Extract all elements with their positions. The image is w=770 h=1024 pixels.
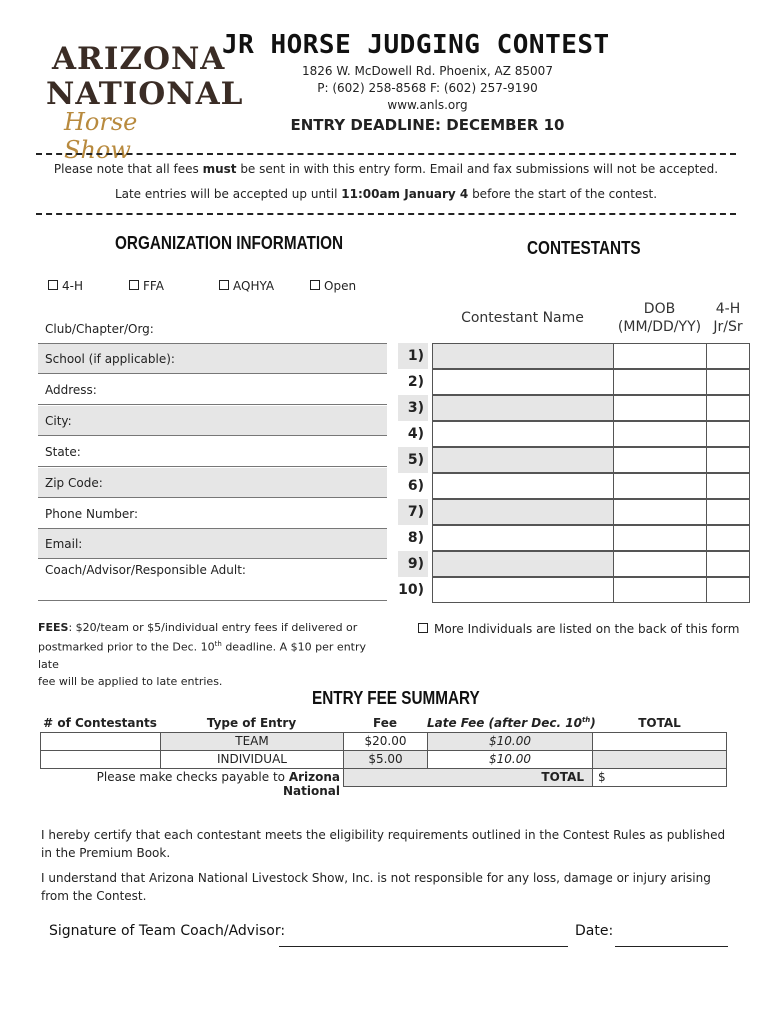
contestant-name-input[interactable] [432, 395, 614, 421]
fee-summary-heading: ENTRY FEE SUMMARY [312, 688, 480, 708]
col-late-fee: Late Fee (after Dec. 10th) [427, 716, 596, 730]
contestant-name-input[interactable] [432, 499, 614, 525]
contestant-dob-input[interactable] [613, 577, 707, 603]
contestant-dob-input[interactable] [613, 395, 707, 421]
dashed-divider-bottom [36, 213, 736, 215]
field-phone-number[interactable]: Phone Number: [38, 499, 387, 529]
individual-total-input[interactable] [592, 750, 727, 769]
payable-to-note: Please make checks payable to Arizona National [96, 770, 340, 798]
contestant-4h-input[interactable] [706, 525, 750, 551]
field-school[interactable]: School (if applicable): [38, 344, 387, 374]
website-link[interactable]: www.anls.org [387, 98, 468, 112]
fees-note: FEES: $20/team or $5/individual entry fees if delivered or postmarked prior to the Dec. 10th deadline. A $10 per entry late fee will be applied to late entries. [38, 621, 367, 688]
contestant-row-number: 2) [407, 374, 424, 390]
col-4h-jr-sr: 4-H Jr/Sr [713, 301, 743, 335]
contestant-4h-input[interactable] [706, 343, 750, 369]
contestant-name-input[interactable] [432, 577, 614, 603]
date-line[interactable] [615, 946, 728, 947]
contestant-row-number: 3) [398, 395, 428, 421]
contestant-dob-input[interactable] [613, 369, 707, 395]
team-total-input[interactable] [592, 732, 727, 751]
phone-fax-line: P: (602) 258-8568 F: (602) 257-9190 [317, 81, 538, 95]
logo-arizona-text: ARIZONA [52, 41, 226, 77]
date-label: Date: [575, 923, 614, 939]
contestant-4h-input[interactable] [706, 577, 750, 603]
individual-type: INDIVIDUAL [160, 750, 344, 769]
dashed-divider-top [36, 153, 736, 155]
contestants-heading: CONTESTANTS [527, 238, 641, 258]
form-title: JR HORSE JUDGING CONTEST [222, 30, 610, 60]
contestant-4h-input[interactable] [706, 473, 750, 499]
contestant-name-input[interactable] [432, 525, 614, 551]
field-city[interactable]: City: [38, 406, 387, 436]
contestant-name-input[interactable] [432, 551, 614, 577]
contestant-row-number: 7) [398, 499, 428, 525]
checkbox-aqhya[interactable]: AQHYA [219, 279, 274, 293]
contestant-name-input[interactable] [432, 343, 614, 369]
contestant-row-number: 6) [407, 478, 424, 494]
contestant-name-input[interactable] [432, 447, 614, 473]
contestant-row-number: 5) [398, 447, 428, 473]
contestant-dob-input[interactable] [613, 421, 707, 447]
field-address[interactable]: Address: [38, 375, 387, 405]
field-email[interactable]: Email: [38, 529, 387, 559]
individual-count-input[interactable] [40, 750, 161, 769]
contestant-4h-input[interactable] [706, 551, 750, 577]
col-type-of-entry: Type of Entry [206, 716, 297, 730]
contestant-row-number: 10) [398, 582, 424, 598]
contestant-4h-input[interactable] [706, 499, 750, 525]
contestant-name-input[interactable] [432, 421, 614, 447]
checkbox-ffa[interactable]: FFA [129, 279, 164, 293]
contestant-row-number: 1) [398, 343, 428, 369]
col-contestant-name: Contestant Name [461, 310, 584, 326]
team-type: TEAM [160, 732, 344, 751]
contestant-4h-input[interactable] [706, 369, 750, 395]
col-number-of-contestants: # of Contestants [43, 716, 157, 730]
contestant-dob-input[interactable] [613, 525, 707, 551]
field-state[interactable]: State: [38, 437, 387, 467]
team-fee: $20.00 [343, 732, 428, 751]
contestant-name-input[interactable] [432, 369, 614, 395]
col-total: TOTAL [638, 716, 681, 730]
contestant-row-number: 4) [407, 426, 424, 442]
contestant-4h-input[interactable] [706, 395, 750, 421]
contestant-name-input[interactable] [432, 473, 614, 499]
field-coach-advisor[interactable]: Coach/Advisor/Responsible Adult: [38, 555, 387, 601]
contestant-dob-input[interactable] [613, 447, 707, 473]
signature-label: Signature of Team Coach/Advisor: [49, 923, 286, 939]
col-dob: DOB (MM/DD/YY) [617, 301, 702, 335]
fees-notice: Please note that all fees must be sent in with this entry form. Email and fax submissions will not be accepted. [53, 162, 719, 176]
contestant-dob-input[interactable] [613, 473, 707, 499]
checkbox-4h[interactable]: 4-H [48, 279, 83, 293]
checkbox-open[interactable]: Open [310, 279, 356, 293]
certify-eligibility: I hereby certify that each contestant meets the eligibility requirements outlined in the Contest Rules as published in the Premium Book. [41, 828, 726, 860]
contestant-row-number: 9) [398, 551, 428, 577]
contestant-4h-input[interactable] [706, 421, 750, 447]
liability-statement: I understand that Arizona National Livestock Show, Inc. is not responsible for any loss, damage or injury arising from the Contest. [41, 871, 711, 903]
entry-deadline: ENTRY DEADLINE: DECEMBER 10 [290, 116, 565, 134]
signature-line[interactable] [279, 946, 568, 947]
late-entries-notice: Late entries will be accepted up until 11:00am January 4 before the start of the contest. [114, 187, 658, 201]
contestant-4h-input[interactable] [706, 447, 750, 473]
contestant-row-number: 8) [407, 530, 424, 546]
team-count-input[interactable] [40, 732, 161, 751]
individual-late-fee: $10.00 [427, 750, 593, 769]
contestant-dob-input[interactable] [613, 551, 707, 577]
col-fee: Fee [373, 716, 397, 730]
logo-national-text: NATIONAL [46, 76, 244, 112]
field-club-chapter-org[interactable]: Club/Chapter/Org: [38, 314, 387, 344]
team-late-fee: $10.00 [427, 732, 593, 751]
organization-heading: ORGANIZATION INFORMATION [115, 233, 344, 253]
field-zip-code[interactable]: Zip Code: [38, 468, 387, 498]
contestant-dob-input[interactable] [613, 499, 707, 525]
individual-fee: $5.00 [343, 750, 428, 769]
address-line: 1826 W. McDowell Rd. Phoenix, AZ 85007 [302, 64, 553, 78]
logo-horse-show-text: Horse Show [64, 108, 138, 164]
contestant-dob-input[interactable] [613, 343, 707, 369]
total-label: TOTAL [343, 768, 593, 787]
checkbox-more-individuals[interactable]: More Individuals are listed on the back of this form [418, 622, 739, 636]
grand-total-input[interactable]: $ [592, 768, 727, 787]
